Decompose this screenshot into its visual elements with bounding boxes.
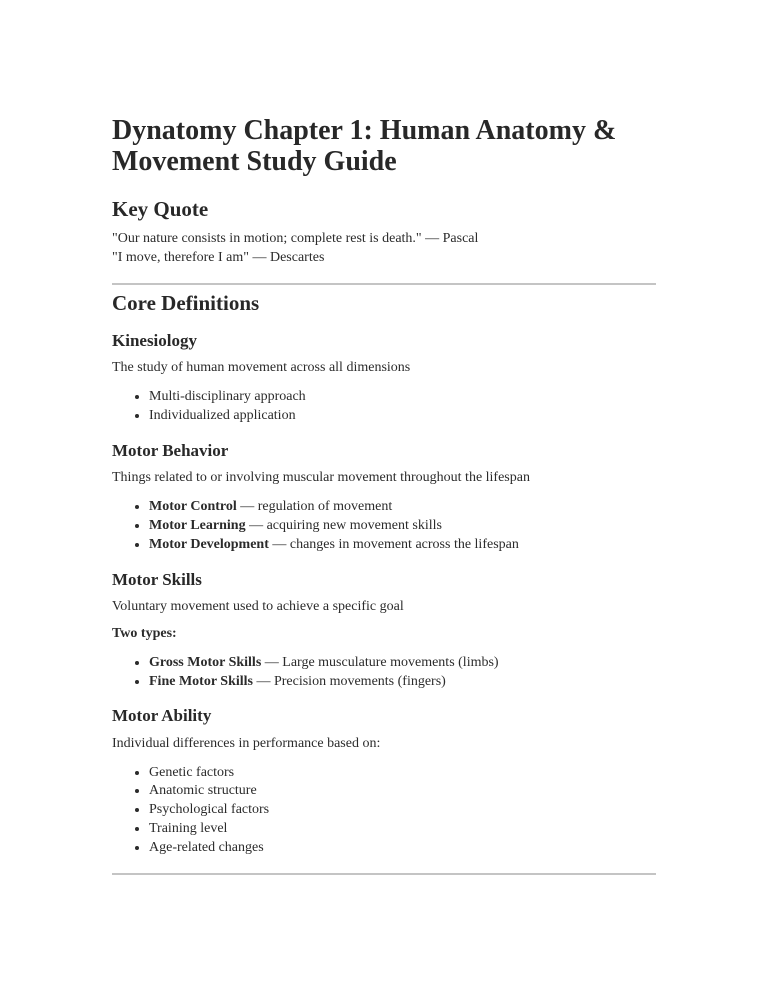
term-motor-development: Motor Development xyxy=(149,536,269,552)
list-item xyxy=(149,517,656,536)
term-description: — regulation of movement xyxy=(236,498,393,514)
list-item: • Age-related changes xyxy=(149,839,656,858)
list-item xyxy=(149,673,656,692)
quote-line-pascal: "Our nature consists in motion; complete rest is death." — Pascal xyxy=(112,230,479,246)
key-quote-heading: Key Quote xyxy=(112,196,209,221)
document-title: Dynatomy Chapter 1: Human Anatomy & Movement Study Guide xyxy=(112,115,617,177)
list-item xyxy=(149,654,656,673)
section-divider-bottom xyxy=(112,873,656,875)
list-item: • Individualized application xyxy=(149,407,656,426)
list-item xyxy=(149,498,656,517)
list-item: • Genetic factors xyxy=(149,764,656,783)
core-definitions-heading: Core Definitions xyxy=(112,290,260,315)
motor-skills-bullet-list xyxy=(112,654,656,692)
term-description: — Large musculature movements (limbs) xyxy=(261,654,499,670)
term-motor-learning: Motor Learning xyxy=(149,517,246,533)
kinesiology-bullet-list xyxy=(112,388,656,426)
kinesiology-intro: The study of human movement across all dimensions xyxy=(112,360,411,376)
motor-skills-intro: Voluntary movement used to achieve a specific goal xyxy=(112,598,404,614)
motor-ability-heading: Motor Ability xyxy=(112,706,212,726)
motor-behavior-heading: Motor Behavior xyxy=(112,440,229,460)
term-description: — acquiring new movement skills xyxy=(245,517,442,533)
study-guide-document xyxy=(112,116,656,875)
list-item: • Multi-disciplinary approach xyxy=(149,388,656,407)
section-divider-top xyxy=(112,283,656,285)
motor-skills-heading: Motor Skills xyxy=(112,569,202,589)
term-motor-control: Motor Control xyxy=(149,498,237,514)
motor-behavior-intro: Things related to or involving muscular movement throughout the lifespan xyxy=(112,470,530,486)
quote-line-descartes: "I move, therefore I am" — Descartes xyxy=(112,249,325,265)
key-quote-paragraph xyxy=(112,230,656,268)
motor-ability-intro: Individual differences in performance based on: xyxy=(112,735,381,751)
term-description: — Precision movements (fingers) xyxy=(252,673,446,689)
list-item: • Psychological factors xyxy=(149,801,656,820)
term-fine-motor-skills: Fine Motor Skills xyxy=(149,673,253,689)
term-description: — changes in movement across the lifespan xyxy=(268,536,519,552)
list-item: • Anatomic structure xyxy=(149,782,656,801)
kinesiology-heading: Kinesiology xyxy=(112,330,198,350)
motor-behavior-bullet-list xyxy=(112,498,656,555)
list-item xyxy=(149,536,656,555)
list-item: • Training level xyxy=(149,820,656,839)
term-gross-motor-skills: Gross Motor Skills xyxy=(149,654,262,670)
motor-skills-subheading: Two types: xyxy=(112,625,177,641)
motor-ability-bullet-list xyxy=(112,764,656,858)
